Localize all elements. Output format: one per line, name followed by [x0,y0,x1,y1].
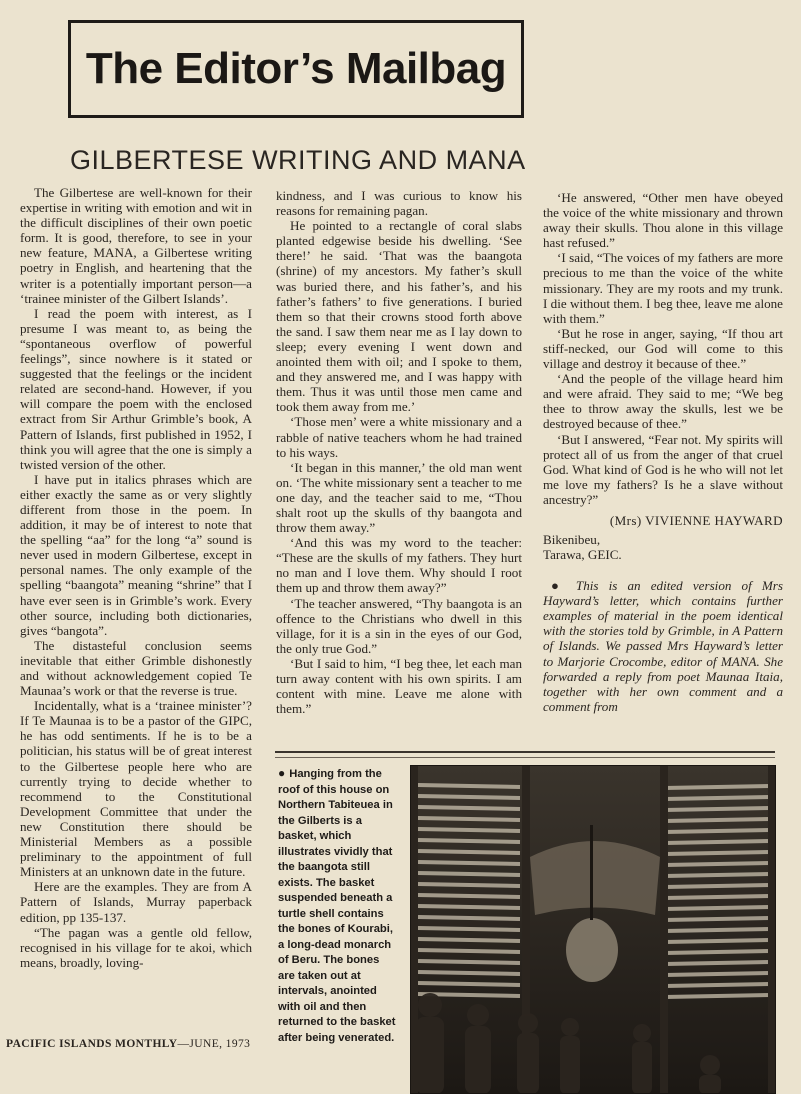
text-column-2 [276,188,522,716]
paragraph: kindness, and I was curious to know his reasons for remaining pagan. [276,188,522,219]
paragraph: ‘But I said to him, “I beg thee, let each man turn away content with his own spirits. I am content with mine. Leave me alone with them.” [276,655,522,717]
house-photo-image [410,765,776,1094]
paragraph: The Gilbertese are well-known for their expertise in writing with emotion and wit in the difficult disciplines of their own poetic form. It is good, therefore, to see in your new feature, MANA, a Gilbertese writing poetry in English, and heartening that the writer is a potentially important person—a ‘trainee minister of the Gilbert Islands’. [20,185,252,306]
editor-note-text: ● This is an edited version of Mrs Hayward’s letter, which contains further examples of material in the poem identical with the stories told by Grimble, in A Pattern of Islands. We passed Mrs Hayward’s letter to Marjorie Crocombe, editor of MANA. She forwarded a reply from poet Maunaa Itaia, together with her own comment and a comment from [543,578,783,714]
editor-note [543,578,783,714]
paragraph: ‘But he rose in anger, saying, “If thou art stiff-necked, our God will come to this village and destroy it because of thee.” [543,325,783,372]
signature-place-line: Tarawa, GEIC. [543,547,622,563]
signature-place-line: Bikenibeu, [543,532,601,548]
paragraph: I read the poem with interest, as I presume I was meant to, as being the “spontaneous overflow of powerful feelings”, since nowhere is it stated or suggested that the feelings or the incident related are second-hand. However, if you will compare the poem with the enclosed extract from Sir Arthur Grimble’s book, A Pattern of Islands, first published in 1952, I think you will agree that the one is simply a twisted version of the other. [20,305,252,472]
page-footer [6,1038,268,1050]
paragraph: ‘It began in this manner,’ the old man went on. ‘The white missionary sent a teacher to me one day, and the teacher said to me, “Thou shalt root up the skulls of thy baangota and throw them away.” [276,459,522,536]
paragraph: The distasteful conclusion seems inevitable that either Grimble dishonestly and without acknowledgement copied Te Maunaa’s work or that the reverse is true. [20,637,252,699]
footer-issue: —JUNE, 1973 [177,1038,251,1050]
paragraph: ‘He answered, “Other men have obeyed the voice of the white missionary and thrown away their skulls. Thou alone in this village hast refused.” [543,190,783,251]
section-divider [275,751,775,758]
paragraph: He pointed to a rectangle of coral slabs planted edgewise beside his dwelling. ‘See there!’ he said. ‘That was the baangota (shrine) of my ancestors. My father’s skull was buried there, and his father’s, and his father’s fathers’ to five generations. I buried them so that their crowns stood forth above the sand. I saw them near me as I lay down to sleep; every evening I went down and anointed them with oil; and I spoke to them, and they answered me, and I was happy with them. Thus it was until those men came and took them away from me.’ [276,218,522,415]
signature-name: (Mrs) VIVIENNE HAYWARD [609,512,783,528]
caption-bullet-icon: ● [278,766,286,780]
paragraph: ‘The teacher answered, “Thy baangota is an offence to the Christians who dwell in this village, for it is a sin in the eyes of our God, the only true God.” [276,595,522,656]
text-column-3 [543,190,783,714]
paragraph: ‘Those men’ were a white missionary and a rabble of native teachers whom he had trained to his ways. [276,414,522,460]
paragraph: ‘And the people of the village heard him and were afraid. They said to me; “We beg thee to throw away the skulls, lest we be destroyed because of thee.” [543,371,783,432]
paragraph: ‘I said, “The voices of my fathers are more precious to me than the voice of the white missionary. They are my roots and my trunk. I die without them. I beg thee, leave me alone with them.” [543,250,783,326]
paragraph: Here are the examples. They are from A Pattern of Islands, Murray paperback edition, pp 135-137. [20,879,252,925]
signature-place [543,532,783,562]
footer-publication: PACIFIC ISLANDS MONTHLY [6,1038,178,1050]
masthead-box [68,20,524,118]
paragraph: Incidentally, what is a ‘trainee minister’? If Te Maunaa is to be a pastor of the GIPC, he has odd sentiments. If he is to be a politician, his status will be of great interest to the Gilbertese people here who are currently trying to decide whether to recommend to the Constitutional Development Committee that under the new Constitution there should be Ministerial Members as a possible preliminary to the appointment of full Ministers at an unknown date in the future. [20,698,252,880]
paragraph: ‘And this was my word to the teacher: “These are the skulls of my fathers. They hurt no man and I love them. Why should I root them up and throw them away?” [276,535,522,596]
paragraph: I have put in italics phrases which are either exactly the same as or very slightly different from those in the poem. In addition, it may be of interest to note that the spelling “aa” for the long “a” sound is never used in modern Gilbertese, except in personal names. The only example of the spelling “baangota” meaning “shrine” that I have ever seen is in Grimble’s work. Every other source, including both dictionaries, gives “bangota”. [20,471,252,638]
masthead-title: The Editor’s Mailbag [85,44,507,93]
text-column-1 [20,185,252,970]
caption-text: Hanging from the roof of this house on Northern Tabiteuea in the Gilberts is a basket, which illustrates vividly that the baangota still exists. The basket suspended beneath a turtle shell contains the bones of Kourabi, a long-dead monarch of Beru. The bones are taken out at intervals, anointed with oil and then returned to the basket after being venerated. [278,768,396,1044]
article-headline: GILBERTESE WRITING AND MANA [70,145,526,175]
house-photo [410,765,776,1094]
paragraph: ‘But I answered, “Fear not. My spirits will protect all of us from the anger of that cruel God. What kind of God is he who will not let me love my fathers? Is he a slave without ancestry?” [543,431,783,507]
photo-caption [278,766,396,1046]
paragraph: “The pagan was a gentle old fellow, recognised in his village for te akoi, which means, broadly, loving- [20,924,252,970]
